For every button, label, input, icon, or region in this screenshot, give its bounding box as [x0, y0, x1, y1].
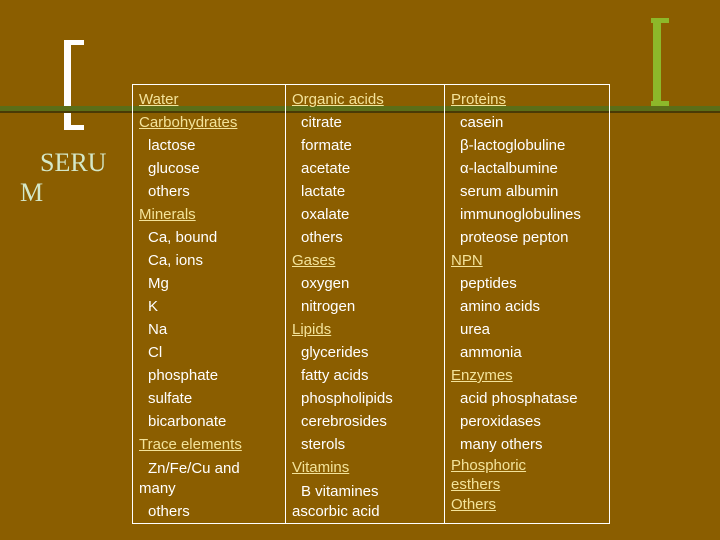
- list-item: ammonia: [460, 344, 522, 361]
- list-item: others: [301, 229, 343, 246]
- list-item: ascorbic acid: [292, 503, 380, 520]
- list-item: α-lactalbumine: [460, 160, 558, 177]
- category-heading: Proteins: [451, 91, 507, 108]
- list-item: formate: [301, 137, 352, 154]
- category-heading: Organic acids: [292, 91, 384, 108]
- list-item: nitrogen: [301, 298, 356, 315]
- category-heading: Enzymes: [451, 367, 513, 384]
- category-heading: Water: [139, 91, 179, 108]
- list-item: K: [148, 298, 159, 315]
- list-item: β-lactoglobuline: [460, 137, 566, 154]
- slide-title: [20, 148, 106, 208]
- list-item: citrate: [301, 114, 342, 131]
- slide-title-line-1: SERU: [40, 148, 107, 177]
- column-2: [286, 85, 445, 524]
- category-heading: Carbohydrates: [139, 114, 238, 131]
- list-item: proteose pepton: [460, 229, 569, 246]
- list-item: many: [139, 480, 176, 497]
- list-item: glucose: [148, 160, 200, 177]
- list-item: Cl: [148, 344, 163, 361]
- list-item: casein: [460, 114, 504, 131]
- list-item: peroxidases: [460, 413, 541, 430]
- table-row: [133, 85, 610, 524]
- list-item: immunoglobulines: [460, 206, 581, 223]
- list-item: acid phosphatase: [460, 390, 578, 407]
- list-item: Ca, ions: [148, 252, 204, 269]
- column-1: [133, 85, 286, 524]
- category-heading: Gases: [292, 252, 336, 269]
- list-item: lactose: [148, 137, 196, 154]
- left-bracket-bottom: [64, 125, 84, 130]
- list-item: Ca, bound: [148, 229, 218, 246]
- list-item: phosphate: [148, 367, 219, 384]
- list-item: urea: [460, 321, 491, 338]
- left-bracket: [64, 40, 71, 130]
- list-item: Mg: [148, 275, 169, 292]
- list-item: peptides: [460, 275, 517, 292]
- right-bracket-top: [651, 18, 669, 23]
- list-item: B vitamines: [301, 483, 379, 500]
- list-item: fatty acids: [301, 367, 369, 384]
- list-item: phospholipids: [301, 390, 393, 407]
- right-bracket: [653, 18, 661, 106]
- list-item: others: [148, 503, 190, 520]
- category-heading: Lipids: [292, 321, 332, 338]
- list-item: Zn/Fe/Cu and: [148, 460, 240, 477]
- list-item: serum albumin: [460, 183, 559, 200]
- list-item: cerebrosides: [301, 413, 387, 430]
- list-item: many others: [460, 436, 543, 453]
- category-heading: Others: [451, 496, 497, 513]
- list-item: oxalate: [301, 206, 350, 223]
- list-item: glycerides: [301, 344, 369, 361]
- list-item: amino acids: [460, 298, 541, 315]
- list-item: oxygen: [301, 275, 350, 292]
- category-heading: esthers: [451, 476, 501, 493]
- category-heading: Phosphoric: [451, 457, 527, 474]
- list-item: bicarbonate: [148, 413, 227, 430]
- category-heading: Vitamins: [292, 459, 350, 476]
- list-item: sulfate: [148, 390, 193, 407]
- category-heading: Minerals: [139, 206, 196, 223]
- list-item: acetate: [301, 160, 351, 177]
- serum-components-table: [132, 84, 610, 524]
- list-item: others: [148, 183, 190, 200]
- left-bracket-top: [64, 40, 84, 45]
- category-heading: NPN: [451, 252, 483, 269]
- column-3: [445, 85, 610, 524]
- list-item: sterols: [301, 436, 346, 453]
- list-item: lactate: [301, 183, 346, 200]
- list-item: Na: [148, 321, 168, 338]
- slide-title-line-2: M: [20, 178, 44, 207]
- category-heading: Trace elements: [139, 436, 242, 453]
